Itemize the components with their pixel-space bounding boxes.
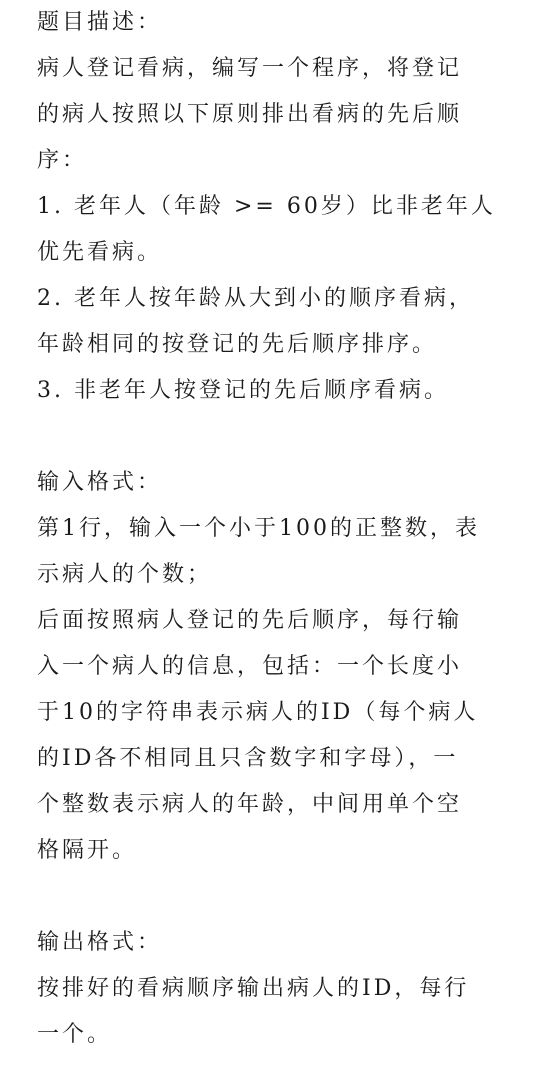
problem-description-section <box>37 0 504 414</box>
input-line: 的ID各不相同且只含数字和字母），一 <box>37 746 459 771</box>
input-line: 于10的字符串表示病人的ID（每个病人 <box>37 700 479 725</box>
problem-rule-1: 1. 老年人（年龄 >= 60岁）比非老年人 <box>37 194 496 219</box>
output-heading: 输出格式： <box>37 930 163 955</box>
input-heading: 输入格式： <box>37 470 163 495</box>
input-line: 个整数表示病人的年龄，中间用单个空 <box>37 792 463 817</box>
problem-line: 优先看病。 <box>37 240 163 265</box>
input-line: 第1行，输入一个小于100的正整数，表 <box>37 516 480 541</box>
input-format-section <box>37 460 504 874</box>
output-line: 一个。 <box>37 1022 113 1047</box>
problem-line: 的病人按照以下原则排出看病的先后顺 <box>37 102 463 127</box>
input-line: 入一个病人的信息，包括：一个长度小 <box>37 654 463 679</box>
problem-line: 序： <box>37 148 88 173</box>
blank-line <box>37 874 504 920</box>
problem-rule-3: 3. 非老年人按登记的先后顺序看病。 <box>37 378 449 403</box>
output-format-section <box>37 920 504 1058</box>
input-line: 格隔开。 <box>37 838 138 863</box>
problem-heading: 题目描述： <box>37 10 163 35</box>
blank-line <box>37 414 504 460</box>
problem-line: 年龄相同的按登记的先后顺序排序。 <box>37 332 438 357</box>
output-line: 按排好的看病顺序输出病人的ID，每行 <box>37 976 470 1001</box>
problem-line: 病人登记看病，编写一个程序，将登记 <box>37 56 463 81</box>
problem-rule-2: 2. 老年人按年龄从大到小的顺序看病， <box>37 286 474 311</box>
input-line: 示病人的个数； <box>37 562 213 587</box>
input-line: 后面按照病人登记的先后顺序，每行输 <box>37 608 463 633</box>
